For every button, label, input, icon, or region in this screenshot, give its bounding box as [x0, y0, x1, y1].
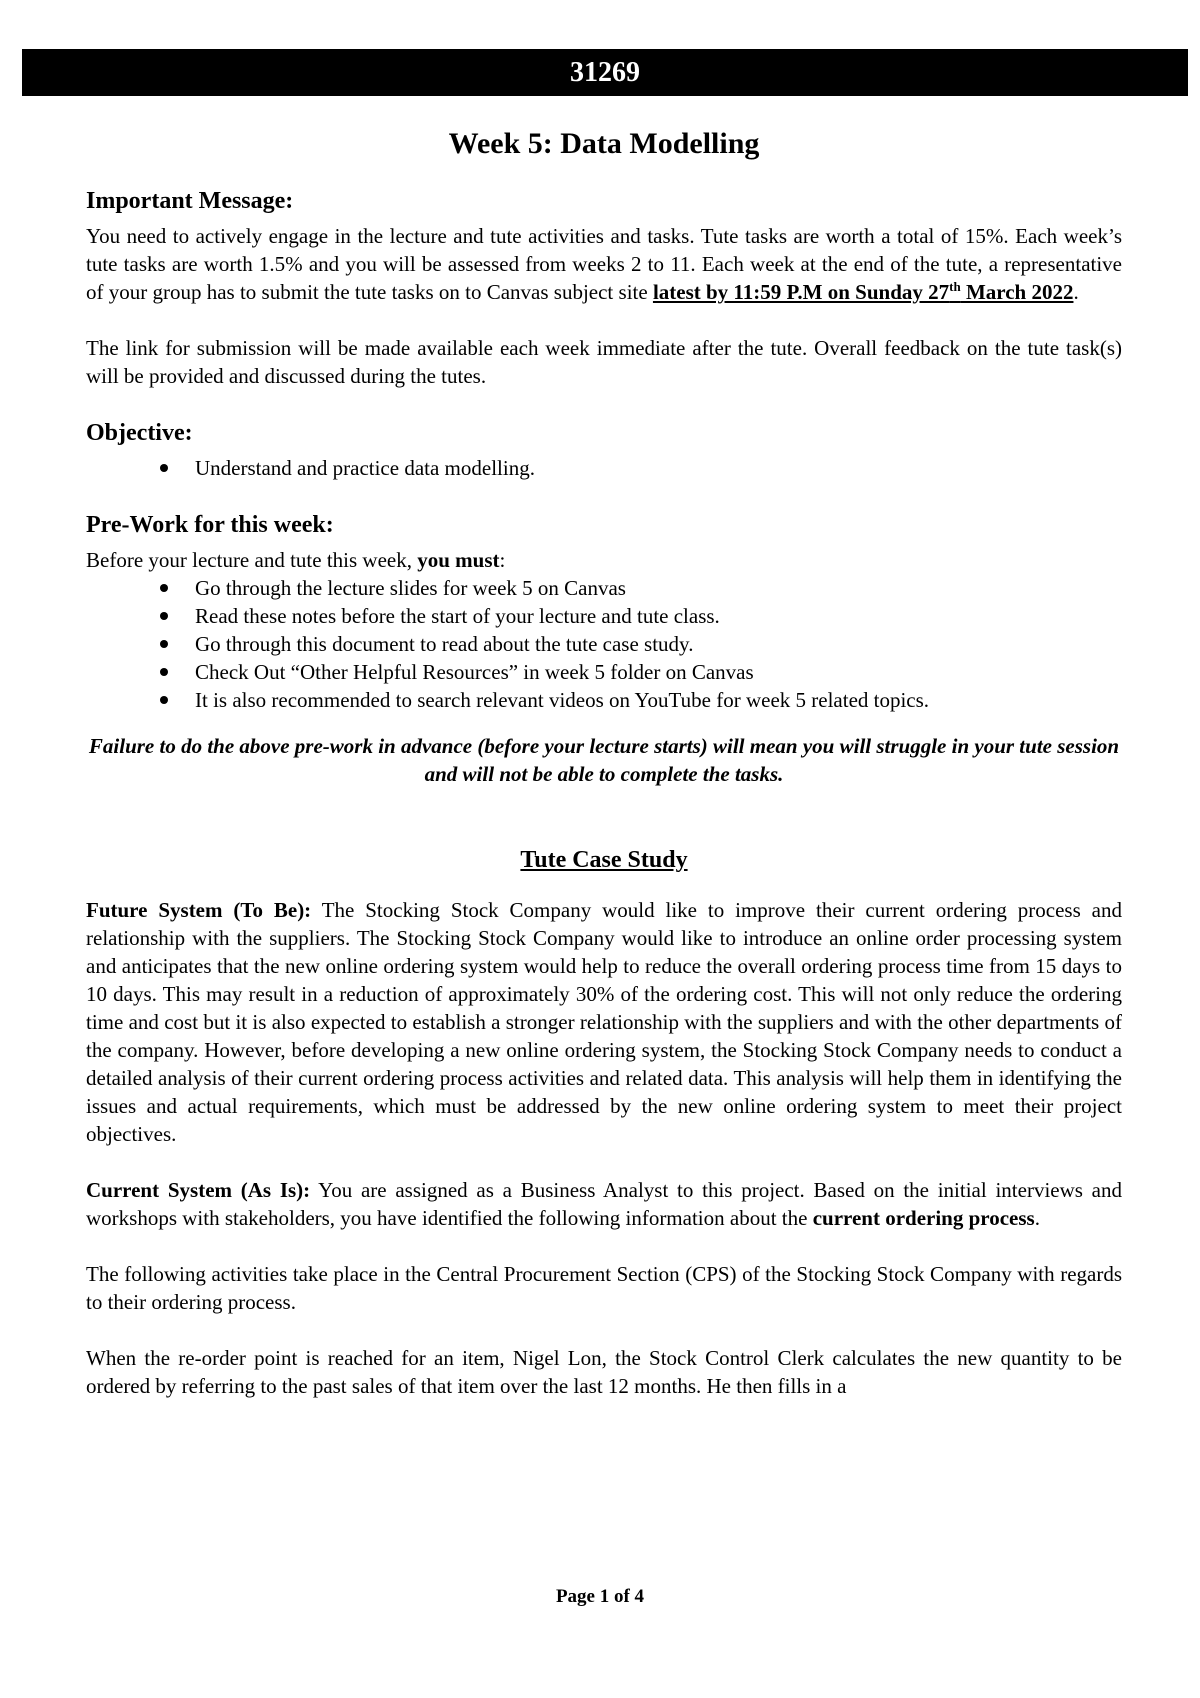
important-paragraph — [86, 222, 1122, 306]
future-system-text: The Stocking Stock Company would like to improve their current ordering process and relationship with the suppliers. The Stocking Stock Company would like to introduce an online order processing system and anticipates that the new online ordering system would help to reduce the overall ordering process time from 15 days to 10 days. This may result in a reduction of approximately 30% of the ordering cost. This will not only reduce the ordering time and cost but it is also expected to establish a stronger relationship with the suppliers and with the other departments of the company. However, before developing a new online ordering system, the Stocking Stock Company needs to conduct a detailed analysis of their current ordering process activities and related data. This analysis will help them in identifying the issues and actual requirements, which must be addressed by the new online ordering system to meet their project objectives. — [86, 898, 1122, 1146]
list-item-text: Understand and practice data modelling. — [195, 456, 535, 480]
list-item-text: Go through this document to read about the tute case study. — [195, 632, 694, 656]
future-system-label: Future System (To Be): — [86, 898, 312, 922]
prework-intro-colon: : — [499, 548, 506, 572]
deadline-superscript: th — [949, 279, 961, 294]
prework-heading: Pre-Work for this week: — [86, 512, 334, 538]
important-text: You need to actively engage in the lecture and tute activities and tasks. Tute tasks are worth a total of 15%. Each week’s tute tasks are worth 1.5% and you will be assessed from weeks 2 to 11. Each week at the end of the tute, a representative of your group has to submit the tute tasks on to Canvas subject site — [86, 224, 1122, 304]
list-item — [86, 454, 1122, 482]
list-item — [86, 630, 1122, 658]
bullet-icon — [160, 668, 168, 676]
document-body — [86, 120, 1122, 1400]
submission-paragraph: The link for submission will be made available each week immediate after the tute. Overall feedback on the tute task(s) will be provided and discussed during the tutes. — [86, 336, 1122, 388]
prework-warning: Failure to do the above pre-work in advance (before your lecture starts) will mean you will struggle in your tute session and will not be able to complete the tasks. — [88, 734, 1120, 786]
current-system-text: You are assigned as a Business Analyst to this project. Based on the initial interviews and workshops with stakeholders, you have identified the following information about the — [86, 1178, 1123, 1230]
reorder-paragraph: When the re-order point is reached for an item, Nigel Lon, the Stock Control Clerk calculates the new quantity to be ordered by referring to the past sales of that item over the last 12 months. He then fills in a — [86, 1346, 1122, 1398]
list-item — [86, 574, 1122, 602]
bullet-icon — [160, 640, 168, 648]
deadline-text — [653, 280, 1074, 304]
future-system-paragraph — [86, 896, 1122, 1148]
cps-paragraph: The following activities take place in the Central Procurement Section (CPS) of the Stocking Stock Company with regards to their ordering process. — [86, 1262, 1122, 1314]
list-item — [86, 686, 1122, 714]
current-system-paragraph — [86, 1176, 1122, 1232]
important-heading: Important Message: — [86, 188, 294, 214]
case-study-title: Tute Case Study — [520, 847, 688, 873]
current-system-period: . — [1034, 1206, 1040, 1230]
objective-heading: Objective: — [86, 420, 193, 446]
list-item — [86, 658, 1122, 686]
deadline-month: March 2022 — [960, 280, 1074, 304]
deadline-period: . — [1073, 280, 1079, 304]
current-system-bold: current ordering process — [812, 1206, 1035, 1230]
deadline-date: latest by 11:59 P.M on Sunday 27 — [652, 280, 950, 304]
bullet-icon — [160, 696, 168, 704]
list-item — [86, 602, 1122, 630]
course-code: 31269 — [570, 56, 640, 88]
current-system-label: Current System (As Is): — [86, 1178, 311, 1202]
bullet-icon — [160, 612, 168, 620]
bullet-icon — [160, 464, 168, 472]
page-number: Page 1 of 4 — [555, 1586, 645, 1607]
prework-list — [86, 574, 1122, 714]
page-title: Week 5: Data Modelling — [448, 127, 760, 160]
prework-intro-text: Before your lecture and tute this week, — [86, 548, 418, 572]
course-code-banner — [22, 49, 1188, 96]
objective-list — [86, 454, 1122, 482]
list-item-text: It is also recommended to search relevant videos on YouTube for week 5 related topics. — [195, 688, 930, 712]
prework-intro-bold: you must — [417, 548, 500, 572]
list-item-text: Check Out “Other Helpful Resources” in week 5 folder on Canvas — [195, 660, 754, 684]
list-item-text: Read these notes before the start of your lecture and tute class. — [195, 604, 720, 628]
list-item-text: Go through the lecture slides for week 5 on Canvas — [195, 576, 626, 600]
bullet-icon — [160, 584, 168, 592]
prework-intro — [86, 546, 1122, 574]
